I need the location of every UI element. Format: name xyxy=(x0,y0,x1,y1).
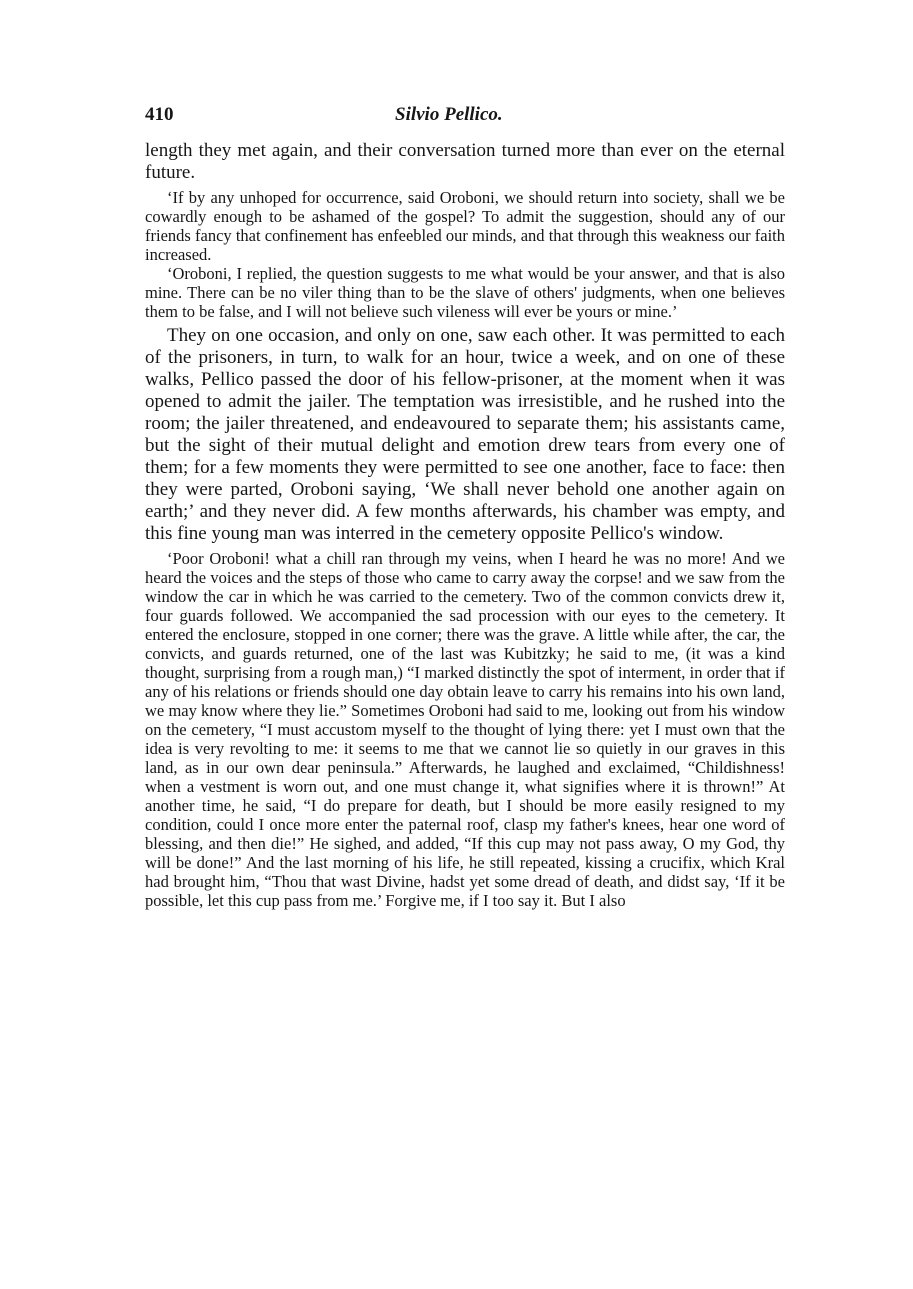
page-number: 410 xyxy=(145,104,174,125)
paragraph-continuation: length they met again, and their conversation turned more than ever on the eternal future. xyxy=(145,140,785,183)
quote-paragraph-reply: ‘Oroboni, I replied, the question suggests to me what would be your answer, and that is also mine. There can be no viler thing than to be the slave of others' judgments, when one believes them to be false, and I will not believe such vileness will ever be yours or mine.’ xyxy=(145,264,785,321)
quote-paragraph-poor-oroboni: ‘Poor Oroboni! what a chill ran through my veins, when I heard he was no more! And we heard the voices and the steps of those who came to carry away the corpse! and we saw from the window the car in which he was carried to the cemetery. Two of the common convicts drew it, four guards followed. We accompanied the sad procession with our eyes to the cemetery. It entered the enclosure, stopped in one corner; there was the grave. A little while after, the car, the convicts, and guards returned, one of the last was Kubitzky; he said to me, (it was a kind thought, surprising from a rough man,) “I marked distinctly the spot of interment, in order that if any of his relations or friends should one day obtain leave to carry his remains into his own land, we may know where they lie.” Sometimes Oroboni had said to me, looking out from his window on the cemetery, “I must accustom myself to the thought of lying there: yet I must own that the idea is very revolting to me: it seems to me that we cannot lie so quietly in our graves in this land, as in our own dear peninsula.” Afterwards, he laughed and exclaimed, “Childishness! when a vestment is worn out, and one must change it, what signifies where it is thrown!” At another time, he said, “I do prepare for death, but I should be more easily resigned to my condition, could I once more enter the paternal roof, clasp my father's knees, hear one word of blessing, and then die!” He sighed, and added, “If this cup may not pass away, O my God, thy will be done!” And the last morning of his life, he still repeated, kissing a crucifix, which Kral had brought him, “Thou that wast Divine, hadst yet some dread of death, and didst say, ‘If it be possible, let this cup pass from me.’ Forgive me, if I too say it. But I also xyxy=(145,549,785,910)
page-header xyxy=(145,104,785,130)
book-page xyxy=(145,104,785,910)
paragraph-meeting: They on one occasion, and only on one, saw each other. It was permitted to each of the prisoners, in turn, to walk for an hour, twice a week, and on one of these walks, Pellico passed the door of his fellow-prisoner, at the moment when it was opened to admit the jailer. The temptation was irresistible, and he rushed into the room; the jailer threatened, and endeavoured to separate them; his assistants came, but the sight of their mutual delight and emotion drew tears from every one of them; for a few moments they were permitted to see one another, face to face: then they were parted, Oroboni saying, ‘We shall never behold one another again on earth;’ and they never did. A few months afterwards, his chamber was empty, and this fine young man was interred in the cemetery opposite Pellico's window. xyxy=(145,325,785,544)
page-body xyxy=(145,140,785,910)
running-title: Silvio Pellico. xyxy=(395,104,503,125)
quote-paragraph-oroboni: ‘If by any unhoped for occurrence, said Oroboni, we should return into society, shall we be cowardly enough to be ashamed of the gospel? To admit the suggestion, should any of our friends fancy that confinement has enfeebled our minds, and that through this weakness our faith increased. xyxy=(145,188,785,264)
